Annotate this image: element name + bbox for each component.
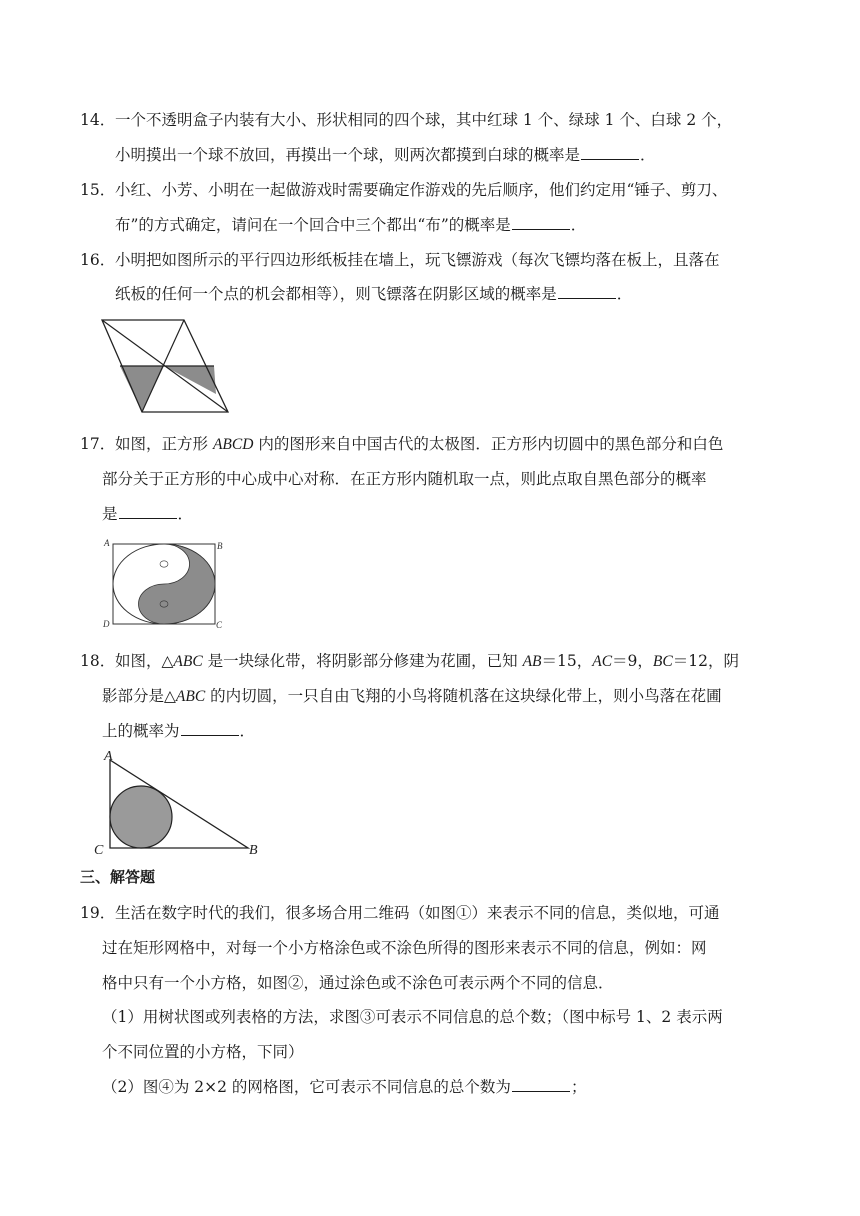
q18-text-a: 如图，△ bbox=[115, 652, 174, 670]
q18-line2-b: 的内切圆，一只自由飞翔的小鸟将随机落在这块绿化带上，则小鸟落在花圃 bbox=[205, 687, 722, 705]
q19-part1-line2: 个不同位置的小方格，下同） bbox=[102, 1043, 304, 1061]
label-B: B bbox=[249, 843, 258, 858]
q18-line2-var: ABC bbox=[175, 688, 206, 705]
q15-line2 bbox=[115, 214, 586, 236]
q18-var-ab: AB bbox=[522, 653, 542, 670]
q17-line1-a: 如图，正方形 bbox=[115, 435, 213, 453]
section-title: 三、解答题 bbox=[80, 868, 156, 886]
q17-line3-end: ． bbox=[177, 505, 194, 523]
q18-number: 18． bbox=[80, 652, 116, 670]
label-A: A bbox=[104, 749, 113, 764]
q14-line2 bbox=[115, 144, 656, 166]
q19-line2: 过在矩形网格中，对每一个小方格涂色或不涂色所得的图形来表示不同的信息，例如：网 bbox=[102, 939, 707, 957]
q19-part1-line1: （1）用树状图或列表格的方法，求图③可表示不同信息的总个数；（图中标号 1、2 表示两 bbox=[102, 1008, 723, 1026]
q15-line1: 小红、小芳、小明在一起做游戏时需要确定作游戏的先后顺序，他们约定用“锤子、剪刀、 bbox=[115, 181, 728, 199]
q15-answer-blank bbox=[512, 214, 570, 230]
q14-number: 14． bbox=[80, 111, 116, 129]
q17-line3-text: 是 bbox=[102, 505, 118, 523]
q18-var-bc: BC bbox=[652, 653, 673, 670]
q19-part2-text: （2）图④为 2×2 的网格图，它可表示不同信息的总个数为 bbox=[102, 1078, 511, 1096]
q17-number: 17． bbox=[80, 435, 116, 453]
q17-var-abcd: ABCD bbox=[212, 436, 254, 453]
q14-line2-end: ． bbox=[640, 146, 656, 164]
label-D: D bbox=[103, 619, 110, 629]
q18-var-ac: AC bbox=[592, 653, 613, 670]
q18-text-c: ＝15， bbox=[541, 652, 593, 670]
q19-number: 19． bbox=[80, 904, 116, 922]
q19-part2 bbox=[102, 1076, 586, 1098]
q17-line2: 部分关于正方形的中心成中心对称．在正方形内随机取一点，则此点取自黑色部分的概率 bbox=[102, 470, 707, 488]
q18-text-b: 是一块绿化带，将阴影部分修建为花圃，已知 bbox=[202, 652, 523, 670]
q16-answer-blank bbox=[558, 283, 616, 299]
q15-line2-end: ． bbox=[570, 216, 587, 234]
q16-line2 bbox=[115, 283, 632, 305]
q18-line2-a: 影部分是△ bbox=[102, 687, 176, 705]
q18-line3 bbox=[102, 720, 255, 742]
q18-text-e: ＝12，阴 bbox=[672, 652, 739, 670]
q18-text-d: ＝9， bbox=[612, 652, 653, 670]
q18-var-abc: ABC bbox=[173, 653, 203, 670]
q16-line2-end: ． bbox=[616, 285, 633, 303]
q17-line1 bbox=[115, 433, 723, 456]
incircle bbox=[110, 786, 172, 848]
taiji-square-figure bbox=[100, 538, 230, 630]
q16-line1: 小明把如图所示的平行四边形纸板挂在墙上，玩飞镖游戏（每次飞镖均落在板上，且落在 bbox=[115, 251, 720, 269]
q15-line2-text: 布”的方式确定，请问在一个回合中三个都出“布”的概率是 bbox=[115, 216, 511, 234]
q14-answer-blank bbox=[581, 144, 639, 160]
q17-line3 bbox=[102, 503, 193, 525]
q17-answer-blank bbox=[119, 503, 177, 519]
parallelogram-figure bbox=[98, 316, 232, 416]
q19-line1: 生活在数字时代的我们，很多场合用二维码（如图①）来表示不同的信息，类似地，可通 bbox=[115, 904, 720, 922]
q18-answer-blank bbox=[181, 720, 239, 736]
q19-line3: 格中只有一个小方格，如图②，通过涂色或不涂色可表示两个不同的信息． bbox=[102, 974, 614, 992]
q18-line1 bbox=[115, 650, 739, 673]
q18-line3-text: 上的概率为 bbox=[102, 722, 180, 740]
q18-line2 bbox=[102, 685, 722, 708]
q17-line1-b: 内的图形来自中国古代的太极图．正方形内切圆中的黑色部分和白色 bbox=[253, 435, 724, 453]
label-A: A bbox=[104, 538, 110, 548]
q19-answer-blank bbox=[512, 1076, 570, 1092]
q15-number: 15． bbox=[80, 181, 116, 199]
label-C: C bbox=[94, 843, 104, 858]
q14-line2-text: 小明摸出一个球不放回，再摸出一个球，则两次都摸到白球的概率是 bbox=[115, 146, 581, 164]
label-C: C bbox=[216, 620, 223, 630]
q16-line2-text: 纸板的任何一个点的机会都相等），则飞镖落在阴影区域的概率是 bbox=[115, 285, 557, 303]
q19-part2-end: ； bbox=[570, 1078, 587, 1096]
q18-line3-end: ． bbox=[239, 722, 256, 740]
q16-number: 16． bbox=[80, 251, 116, 269]
label-B: B bbox=[217, 541, 223, 551]
triangle-incircle-figure bbox=[92, 746, 272, 858]
shaded-triangle-left bbox=[120, 366, 164, 412]
q14-line1: 一个不透明盒子内装有大小、形状相同的四个球，其中红球 1 个、绿球 1 个、白球 2 个， bbox=[115, 111, 733, 129]
